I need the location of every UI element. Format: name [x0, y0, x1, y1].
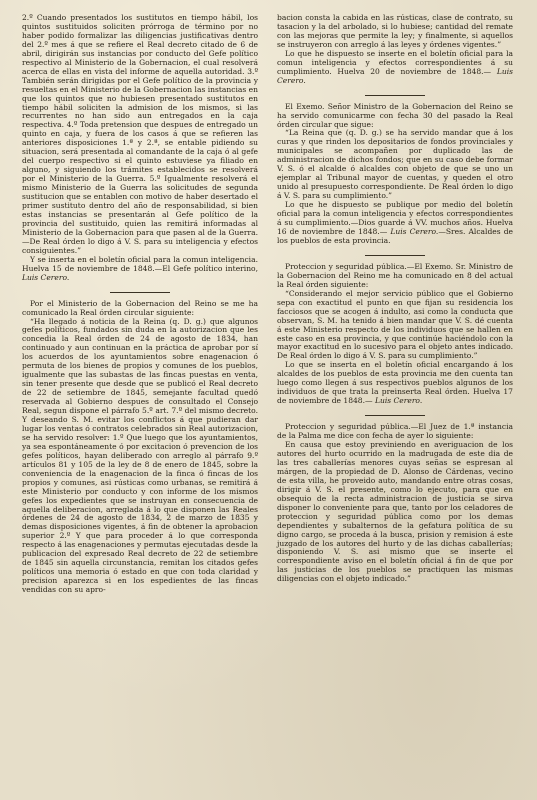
paragraph-circular-body: “Ha llegado á noticia de la Reina (q. D. g.) que algunos gefes políticos, fundados sin duda en la autorizacion que les concedia la Real órden de 24 de agosto de 1834, han continuado y aun continuan en la práctica de aprobar por sí los acuerdos de los ayuntamientos sobre enagenacion ó permuta de los bienes de propios y comunes de los pueblos, igualmente que las subastas de las fincas puestas en venta, sin tener presente que desde que se publicó el Real decreto de 22 de setiembre de 1845, semejante facultad quedó reservada al Gobierno despues de consultado el Consejo Real, segun dispone el párrafo 5.º art. 7.º del mismo decreto. Y deseando S. M. evitar los conflictos á que pudieran dar lugar los ventas ó contratos celebrados sin Real autorizacion, se ha servido resolver: 1.º Que luego que los ayuntamientos, ya sea espontáneamente ó por excitacion ó prevencion de los gefes políticos, hayan deliberado con arreglo al párrafo 9.º artículos 81 y 105 de la ley de 8 de enero de 1845, sobre la conveniencia de la enagenacion de la finca ó fincas de los propios y comunes, asi rústicas como urbanas, se remitirá á este Ministerio por conducto y con informe de los mismos gefes los expedientes que se instruyan en consecuencia de aquella deliberacion, arreglada á lo que disponen las Reales órdenes de 24 de agosto de 1834, 2 de marzo de 1835 y demas disposiciones vigentes, á fin de obtener la aprobacion superior 2.º Y que para proceder á lo que corresponda respecto á las enagenaciones y permutas ejecutadas desde la publicacion del expresado Real decreto de 22 de setiembre de 1845 sin aquella circunstancia, remitan los citados gefes políticos una memoria ó estado en que con toda claridad y precision aparezca si en los espedientes de las fincas vendidas con su apro- — [22, 316, 258, 595]
paragraph-publish-note — [277, 201, 513, 246]
signature: Luis Cerero. — [374, 396, 423, 406]
right-column — [277, 14, 513, 584]
security-note-text: Lo que se inserta en el boletín oficial encargando á los alcaldes de los pueblos de esta provincia me den cuenta tan luego como llegen á sus respectivos pueblos algunos de los individuos de que trata la preinserta Real órden. Huelva 17 de noviembre de 1848.— — [277, 360, 513, 406]
signature: Luis Cerero. — [277, 66, 513, 85]
paragraph-security-note — [277, 361, 513, 406]
addressee: —Sres. Alcaldes de los pueblos de esta provincia. — [277, 226, 513, 245]
section-divider — [110, 292, 170, 293]
section-divider — [365, 415, 425, 416]
paragraph-insert-note-2 — [277, 50, 513, 86]
insert-note-text: Y se inserta en el boletín oficial para la comun inteligencia. Huelva 15 de noviembre de 1848.—El Gefe político interino, — [22, 254, 258, 273]
section-divider — [365, 95, 425, 96]
signature: Luis Cerero. — [22, 272, 70, 282]
paragraph-quinto-rules: 2.º Cuando presentados los sustitutos en tiempo hábil, los quintos sustituidos soliciten prórroga de término por no haber podido formalizar las diligencias justificativas dentro del 2.º mes á que se refiere el Real decreto citado de 6 de abril, dirigirán sus instancias por conducto del Gefe político respectivo al Ministerio de la Gobernacion, el cual resolverá acerca de ellas en vista del informe de aquella autoridad. 3.º También serán dirigidas por el Gefe político de la provincia y resueltas en el Ministerio de la Gobernacion las instancias en que los quintos que no hubiesen presentado sustitutos en tiempo hábil soliciten la admision de los mismos, si las recurrentes no han sido aun entregados en la caja respectiva. 4.º Toda pretension que despues de entregado un quinto en caja, y fuera de los casos á que se refieren las anteriores disposiciones 1.ª y 2.ª, se entable pidiendo su situacion, será presentada al comandante de la caja ó al gefe del cuerpo respectivo si el quinto estuviese ya filiado en alguno, y siguiendo los trámites establecidos se resolverá por el Ministerio de la Guerra. 5.º Igualmente resolverá el mismo Ministerio de la Guerra las solicitudes de segunda sustitucion que se entablen con motivo de haber desertado el primer sustituto dentro del año de responsabilidad, si bien estas instancias se presentarán al Gefe político de la provincia del sustituido, quien las remitirá informadas al Ministerio de la Gobernacion para que pasen al de la Guerra.—De Real órden lo digo á V. S. para su inteligencia y efectos consiguientes.” — [22, 13, 258, 255]
paragraph-accounts-order: “La Reina que (q. D. g.) se ha servido mandar que á los curas y que rinden los depositarios de fondos provinciales y municipales se acompañen por duplicado las de administracion de dichos fondos; que en su caso debe formar V. S. ó el alcalde ó alcaldes con objeto de que se uno un ejemplar al Tribunal mayor de cuentas, y queden el otro unido al presupuesto correspondiente. De Real órden lo digo á V. S. para su cumplimiento.” — [277, 128, 513, 201]
paragraph-circular-intro: Por el Ministerio de la Gobernacion del Reino se me ha comunicado la Real órden circular siguiente: — [22, 298, 258, 317]
paragraph-continuation: bacion consta la cabida en las rústicas, clase de contrato, su tasacion y la del arbolado, si lo hubiese; cantidad del remate con las mejoras que permite la ley; y finalmente, si aquellos se instruyeron con arreglo á las leyes y órdenes vigentes.” — [277, 13, 513, 49]
section-divider — [365, 255, 425, 256]
publish-note-text: Lo que he dispuesto se publique por medio del boletín oficial para la comun inteligencia y efectos correspondientes á su cumplimiento.—Dios guarde á VV. muchos años. Huelva 16 de noviembre de 1848.— — [277, 200, 513, 236]
paragraph-judge-intro: Proteccion y seguridad pública.—El Juez de 1.ª instancia de la Palma me dice con fecha de ayer lo siguiente: — [277, 422, 513, 441]
insert-note-text: Lo que he dispuesto se inserte en el boletín oficial para la comun inteligencia y efectos correspondientes á su cumplimiento. Huelva 20 de noviembre de 1848.— — [277, 48, 513, 76]
paragraph-insert-note-1 — [22, 256, 258, 283]
paragraph-theft-report: En causa que estoy previniendo en averiguacion de los autores del hurto ocurrido en la madrugada de este dia de las tres caballerías menores cuyas señas se espresan al márgen, de la propiedad de D. Alonso de Cárdenas, vecino de esta villa, he proveido auto, mandando entre otras cosas, dirigir á V. S. el presente, como lo ejecuto, para que en obsequio de la recta administracion de justicia se sirva disponer lo conveniente para que, tanto por los celadores de proteccion y seguridad pública como por los demas dependientes y subalternos de la gefatura política de su digno cargo, se proceda á la busca, prision y remision á este juzgado de los autores del hurto y de las dichas caballerías; disponiendo V. S. asi mismo que se inserte el correspondiente aviso en el boletín oficial á fin de que por las justicias de los pueblos se practiquen las mismas diligencias con el objeto indicado.” — [277, 440, 513, 584]
paragraph-security-order: “Considerando el mejor servicio público que el Gobierno sepa con exactitud el punto en que fijan su residencia los facciosos que se acogen á indulto, asi como la conducta que observan, S. M. ha tenido á bien mandar que V. S. dé cuenta á este Ministerio respecto de los individuos que se hallen en este caso en esa provincia, y que continúe haciéndolo con la mayor exactitud en lo sucesivo para el objeto antes indicado. De Real órden lo digo á V. S. para su cumplimiento.” — [277, 288, 513, 361]
signature: Luis Cerero. — [390, 226, 439, 236]
paragraph-security-intro: Proteccion y seguridad pública.—El Exemo. Sr. Ministro de la Gobernacion del Reino me ha comunicado en 8 del actual la Real órden siguiente: — [277, 261, 513, 289]
left-column — [22, 14, 258, 595]
paragraph-ministerial-intro: El Exemo. Señor Ministro de la Gobernacion del Reino se ha servido comunicarme con fecha 30 del pasado la Real órden circular que sigue: — [277, 101, 513, 129]
